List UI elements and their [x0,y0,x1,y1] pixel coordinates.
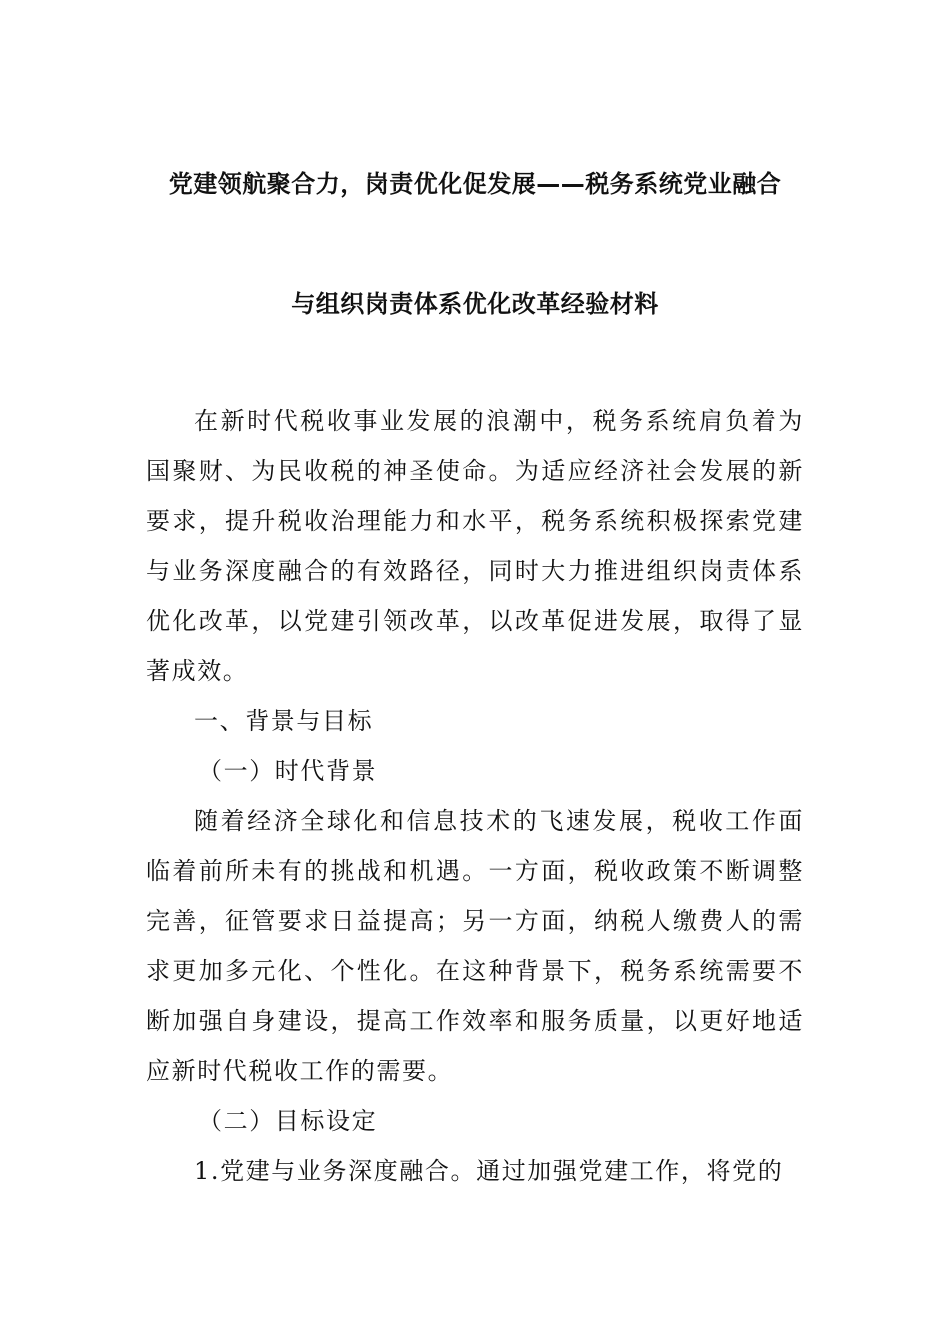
subsection-heading-era-background: （一）时代背景 [198,757,378,785]
goal-item-1-paragraph: 1.党建与业务深度融合。通过加强党建工作，将党的 [194,1157,784,1185]
era-background-paragraph: 随着经济全球化和信息技术的飞速发展，税收工作面临着前所未有的挑战和机遇。一方面，税收政策不断调整完善，征管要求日益提高；另一方面，纳税人缴费人的需求更加多元化、个性化。在这种背景下，税务系统需要不断加强自身建设，提高工作效率和服务质量，以更好地适应新时代税收工作的需要。 [146,807,804,1085]
document-title-line-1: 党建领航聚合力，岗责优化促发展——税务系统党业融合 [168,170,782,198]
document-body [146,396,804,1196]
section-heading-background-goals: 一、背景与目标 [194,707,374,735]
document-title-line-2: 与组织岗责体系优化改革经验材料 [291,290,659,318]
intro-paragraph: 在新时代税收事业发展的浪潮中，税务系统肩负着为国聚财、为民收税的神圣使命。为适应经济社会发展的新要求，提升税收治理能力和水平，税务系统积极探索党建与业务深度融合的有效路径，同时大力推进组织岗责体系优化改革，以党建引领改革，以改革促进发展，取得了显著成效。 [146,407,804,685]
subsection-heading-goal-setting: （二）目标设定 [198,1107,378,1135]
